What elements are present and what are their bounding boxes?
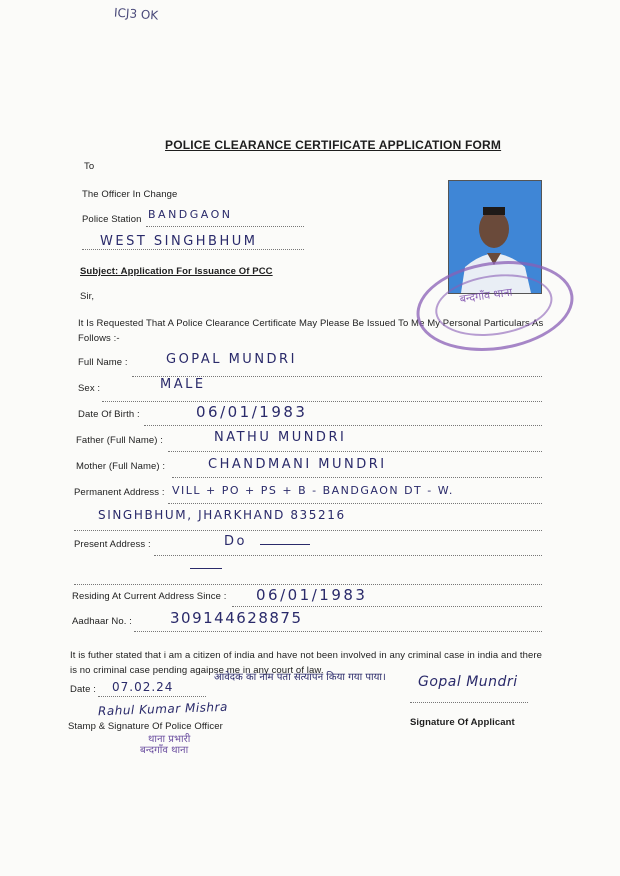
aadhaar-label: Aadhaar No. : (72, 616, 132, 627)
mother-label: Mother (Full Name) : (76, 461, 166, 472)
officer-stamp-line2: बन्दगाँव थाना (140, 745, 189, 756)
sex-label: Sex : (78, 383, 101, 394)
sex-value: MALE (160, 377, 206, 392)
father-label: Father (Full Name) : (76, 435, 163, 446)
full-name-value: GOPAL MUNDRI (166, 352, 297, 367)
present-address-label: Present Address : (74, 539, 151, 550)
dob-value: 06/01/1983 (196, 403, 308, 421)
request-text: It Is Requested That A Police Clearance Certificate May Please Be Issued To Me My Personal Particulars As Follows :- (78, 318, 544, 344)
present-address-value: Do (224, 534, 247, 549)
residing-since-label: Residing At Current Address Since : (72, 591, 227, 602)
police-station-label: Police Station (82, 214, 142, 225)
residing-since-value: 06/01/1983 (256, 586, 368, 604)
district-value: WEST SINGHBHUM (100, 234, 258, 249)
officer-remark: आवेदक का नाम पता सत्यापन किया गया पाया। (214, 672, 386, 683)
form-title: POLICE CLEARANCE CERTIFICATE APPLICATION FORM (165, 138, 502, 152)
full-name-label: Full Name : (78, 357, 128, 368)
mother-value: CHANDMANI MUNDRI (208, 457, 387, 472)
top-note: ICJ3 OK (113, 5, 159, 23)
salutation: Sir, (80, 291, 95, 302)
aadhaar-value: 309144628875 (170, 609, 303, 627)
officer-stamp-line1: थाना प्रभारी (148, 734, 191, 745)
applicant-signature-label: Signature Of Applicant (410, 717, 515, 728)
father-value: NATHU MUNDRI (214, 430, 347, 445)
police-station-value: BANDGAON (148, 208, 233, 221)
officer-in-charge: The Officer In Change (82, 189, 178, 200)
permanent-address-line1: VILL + PO + PS + B - BANDGAON DT - W. (172, 484, 454, 497)
officer-signature: Rahul Kumar Mishra (97, 699, 229, 719)
dob-label: Date Of Birth : (78, 409, 140, 420)
photo-stamp: बन्दगाँव थाना (411, 251, 580, 360)
subject: Subject: Application For Issuance Of PCC (80, 266, 273, 277)
stamp-signature-label: Stamp & Signature Of Police Officer (68, 721, 223, 732)
permanent-address-label: Permanent Address : (74, 487, 165, 498)
applicant-signature: Gopal Mundri (418, 674, 518, 690)
date-label: Date : (70, 684, 96, 695)
to-label: To (84, 161, 95, 172)
date-value: 07.02.24 (112, 680, 174, 694)
declaration: It is futher stated that i am a citizen of india and have not been involved in any criminal case in india and there is no criminal case pending agaipse me in any court of law. (70, 650, 542, 676)
permanent-address-line2: SINGHBHUM, JHARKHAND 835216 (98, 508, 346, 522)
